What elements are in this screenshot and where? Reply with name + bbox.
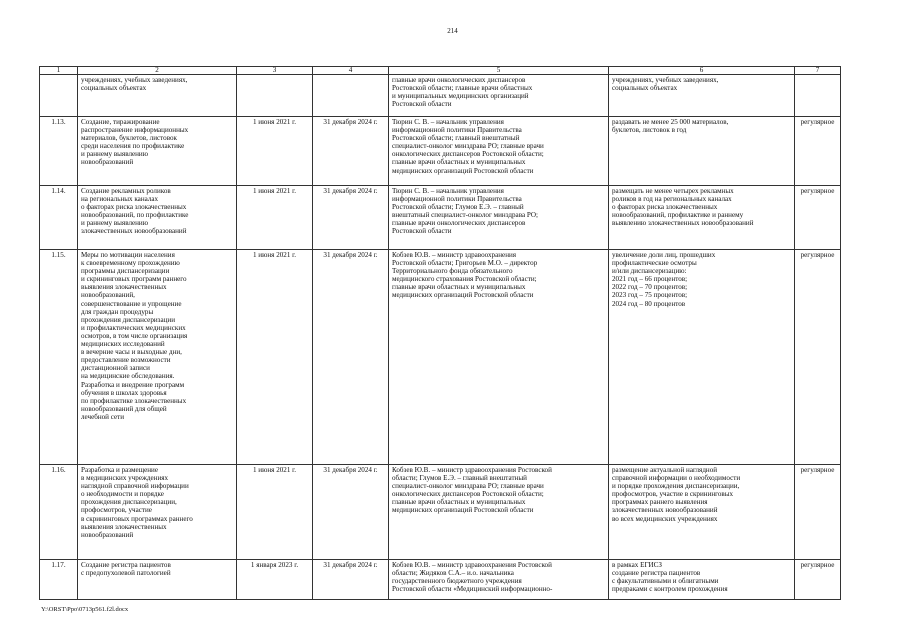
expected-result: размещение актуальной наглядной справочной информации о необходимости и порядке прохождения диспансеризации, профосмотров, участие в скрининговых программах раннего выявления злокачественных новообразований во всех медицинских учреждениях bbox=[609, 465, 795, 560]
measure-name: Создание регистра пациентов с предопухолевой патологией bbox=[78, 560, 237, 600]
expected-result: в рамках ЕГИСЗ создание регистра пациентов с факультативными и облигатными предраками с контролем прохождения bbox=[609, 560, 795, 600]
column-number-row bbox=[40, 67, 841, 75]
row-number: 1.16. bbox=[40, 465, 78, 560]
measure-type: регулярное bbox=[795, 465, 841, 560]
end-date: 31 декабря 2024 г. bbox=[313, 117, 389, 186]
responsible: главные врачи онкологических диспансеров Ростовской области; главные врачи областных и муниципальных медицинских организаций Ростовской области bbox=[389, 75, 609, 117]
start-date bbox=[237, 75, 313, 117]
responsible: Тюрин С. В. – начальник управления информационной политики Правительства Ростовской области; главный внештатный специалист-онколог минздрава РО; главные врачи онкологических диспансеров Ростовской области; главные врачи областных и муниципальных медицинских организаций Ростовской области bbox=[389, 117, 609, 186]
row-number: 1.15. bbox=[40, 250, 78, 465]
column-number: 3 bbox=[237, 67, 313, 75]
measure-name: Разработка и размещение в медицинских учреждениях наглядной справочной информации о необходимости и порядке прохождения диспансеризации, профосмотров, участие в скрининговых программах раннего выявления злокачественных новообразований bbox=[78, 465, 237, 560]
end-date: 31 декабря 2024 г. bbox=[313, 250, 389, 465]
row-number: 1.14. bbox=[40, 186, 78, 250]
start-date: 1 июня 2021 г. bbox=[237, 465, 313, 560]
expected-result: учреждениях, учебных заведениях, социальных объектах bbox=[609, 75, 795, 117]
responsible: Кобзев Ю.В. – министр здравоохранения Ростовской области; Григорьев М.О. – директор Территориального фонда обязательного медицинского страхования Ростовской области; главные врачи областных и муниципальных медицинских организаций Ростовской области bbox=[389, 250, 609, 465]
measure-name: Меры по мотивации населения к своевременному прохождению программы диспансеризации и скрининговых программ раннего выявления злокачественных новообразований, совершенствование и упрощение для граждан процедуры прохождения диспансеризации и профилактических медицинских осмотров, в том числе организация медицинских исследований в вечерние часы и выходные дни, предоставление возможности дистанционной записи на медицинские обследования. Разработка и внедрение программ обучения в школах здоровья по профилактике злокачественных новообразований для общей лечебной сети bbox=[78, 250, 237, 465]
table-row bbox=[40, 250, 841, 465]
expected-result: увеличение доли лиц, прошедших профилактические осмотры и/или диспансеризацию: 2021 год – 66 процентов; 2022 год – 70 процентов; 2023 год – 75 процентов; 2024 год – 80 процентов bbox=[609, 250, 795, 465]
row-number bbox=[40, 75, 78, 117]
end-date bbox=[313, 75, 389, 117]
measure-type: регулярное bbox=[795, 560, 841, 600]
measure-type: регулярное bbox=[795, 186, 841, 250]
start-date: 1 июня 2021 г. bbox=[237, 250, 313, 465]
table-row bbox=[40, 560, 841, 600]
table-row bbox=[40, 75, 841, 117]
column-number: 6 bbox=[609, 67, 795, 75]
table-row bbox=[40, 186, 841, 250]
end-date: 31 декабря 2024 г. bbox=[313, 465, 389, 560]
responsible: Тюрин С. В. – начальник управления информационной политики Правительства Ростовской области; Глумов Е.Э. – главный внештатный специалист-онколог минздрава РО; главные врачи онкологических диспансеров Ростовской области bbox=[389, 186, 609, 250]
column-number: 7 bbox=[795, 67, 841, 75]
responsible: Кобзев Ю.В. – министр здравоохранения Ростовской области; Глумов Е.Э. – главный внештатный специалист-онколог минздрава РО; главные врачи онкологических диспансеров Ростовской области; главные врачи областных и муниципальных медицинских организаций Ростовской области bbox=[389, 465, 609, 560]
measure-type: регулярное bbox=[795, 250, 841, 465]
column-number: 5 bbox=[389, 67, 609, 75]
plan-table bbox=[39, 66, 841, 600]
expected-result: размещать не менее четырех рекламных роликов в год на региональных каналах о факторах риска злокачественных новообразований, профилактике и раннему выявлению злокачественных новообразований bbox=[609, 186, 795, 250]
measure-type: регулярное bbox=[795, 117, 841, 186]
row-number: 1.17. bbox=[40, 560, 78, 600]
row-number: 1.13. bbox=[40, 117, 78, 186]
measure-name: Создание рекламных роликов на региональных каналах о факторах риска злокачественных новообразований, по профилактике и раннему выявлению злокачественных новообразований bbox=[78, 186, 237, 250]
measure-name: учреждениях, учебных заведениях, социальных объектах bbox=[78, 75, 237, 117]
responsible: Кобзев Ю.В. – министр здравоохранения Ростовской области; Жидяков С.А.– и.о. начальника государственного бюджетного учреждения Ростовской области «Медицинский информационно- bbox=[389, 560, 609, 600]
table-row bbox=[40, 117, 841, 186]
table-row bbox=[40, 465, 841, 560]
measure-name: Создание, тиражирование распространение информационных материалов, буклетов, листовок среди населения по профилактике и раннему выявлению новообразований bbox=[78, 117, 237, 186]
end-date: 31 декабря 2024 г. bbox=[313, 560, 389, 600]
column-number: 4 bbox=[313, 67, 389, 75]
expected-result: раздавать не менее 25 000 материалов, буклетов, листовок в год bbox=[609, 117, 795, 186]
file-path-footer: Y:\ORST\Ppo\0713p561.f2l.docx bbox=[41, 606, 129, 613]
column-number: 1 bbox=[40, 67, 78, 75]
start-date: 1 июня 2021 г. bbox=[237, 117, 313, 186]
start-date: 1 июня 2021 г. bbox=[237, 186, 313, 250]
end-date: 31 декабря 2024 г. bbox=[313, 186, 389, 250]
start-date: 1 января 2023 г. bbox=[237, 560, 313, 600]
column-number: 2 bbox=[78, 67, 237, 75]
measure-type bbox=[795, 75, 841, 117]
page-number: 214 bbox=[447, 27, 458, 35]
